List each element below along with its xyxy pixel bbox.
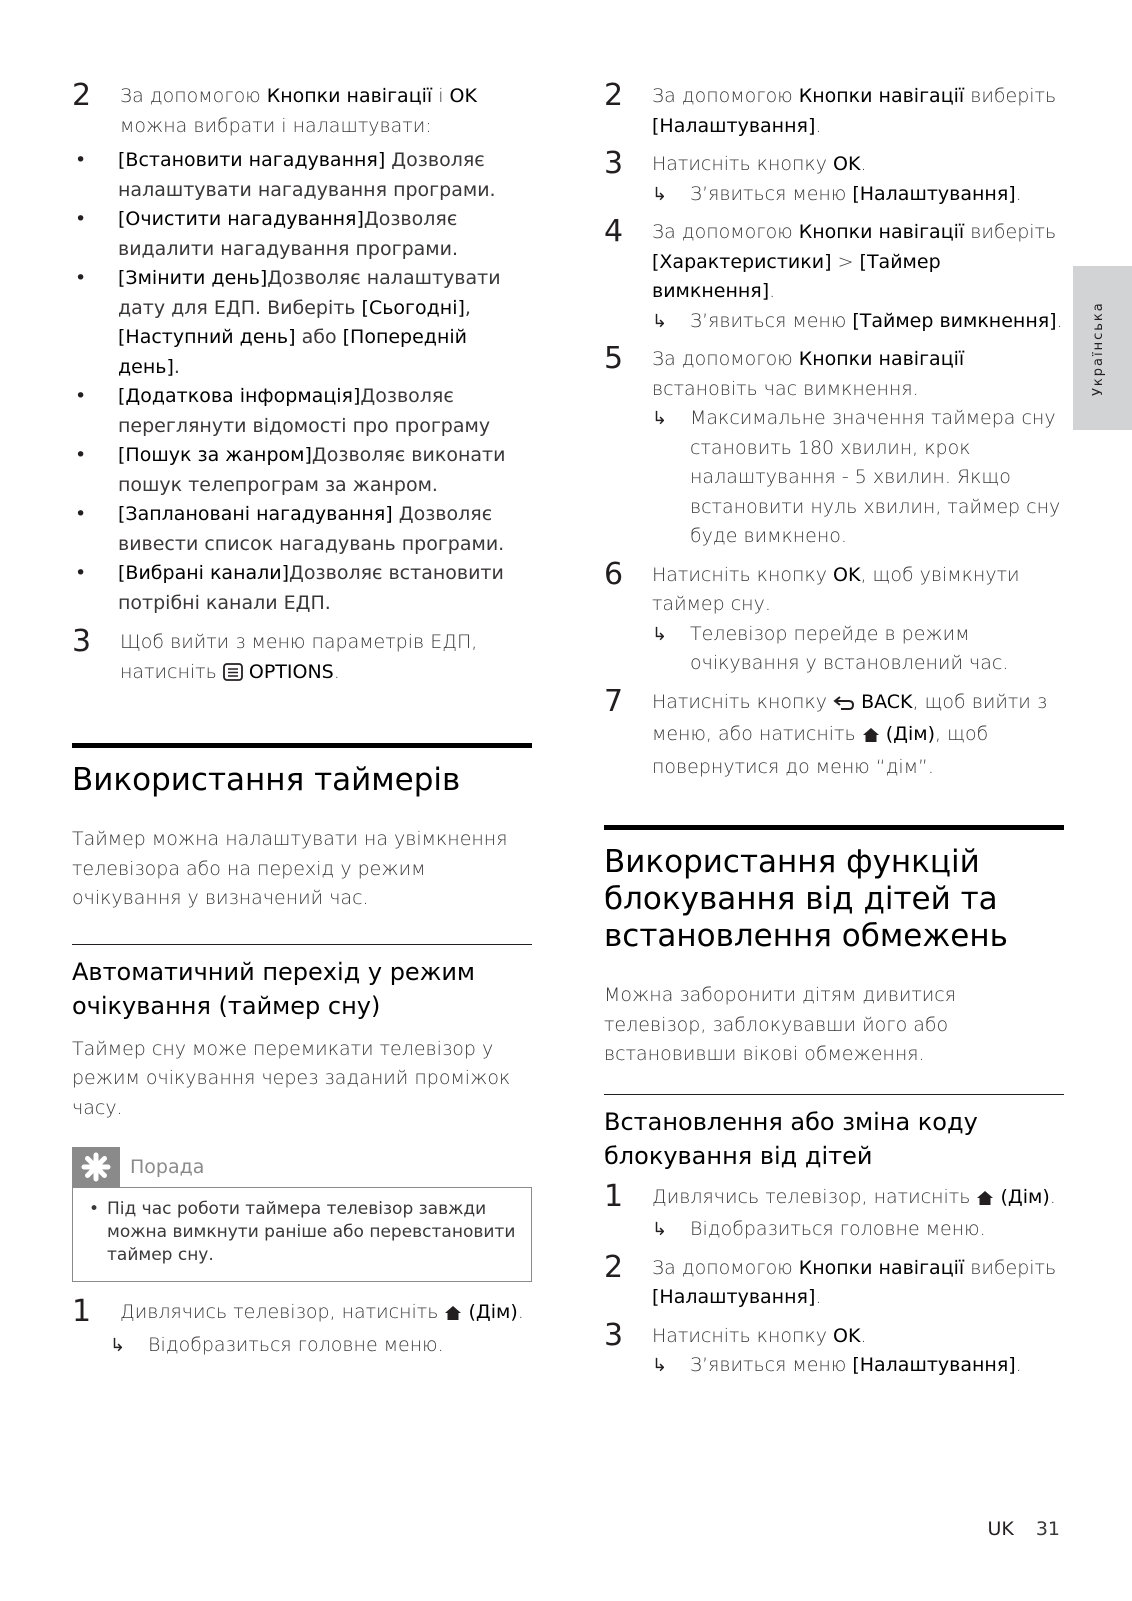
step-1-press-home: 1 Дивлячись телевізор, натисніть (Дім). ↳ Відобразиться головне меню. xyxy=(72,1298,532,1360)
result-line: ↳ Телевізор перейде в режим очікування у встановлений час. xyxy=(652,620,1064,679)
step-2-settings: 2 За допомогою Кнопки навігації виберіть [Налаштування]. xyxy=(604,1249,1057,1308)
options-icon xyxy=(223,661,243,691)
step-5-set-time: 5 За допомогою Кнопки навігації встановіть час вимкнення. ↳ Максимальне значення таймера сну становить 180 хвилин, крок налаштування - 5 хвилин. Якщо встановити нуль хвилин, таймер сну буде вимкнено. xyxy=(604,345,1064,552)
epg-options-list xyxy=(72,146,532,618)
footer-language: UK xyxy=(987,1518,1014,1540)
result-line: ↳ З’явиться меню [Налаштування]. xyxy=(652,1351,1064,1381)
tip-box xyxy=(72,1187,532,1282)
step-number: 7 xyxy=(604,683,624,719)
step-number: 5 xyxy=(604,341,624,376)
tip-title: Порада xyxy=(130,1156,205,1178)
step-2-epg: 2 За допомогою Кнопки навігації і OK можна вибрати і налаштувати: xyxy=(72,78,477,137)
timers-intro: Таймер можна налаштувати на увімкнення телевізора або на перехід у режим очікування у визначений час. xyxy=(72,828,508,909)
tip-text: • Під час роботи таймера телевізор завжди можна вимкнути раніше або перевстановити таймер сну. xyxy=(87,1198,517,1267)
home-icon xyxy=(862,723,880,753)
list-item: • [Пошук за жанром]Дозволяє виконати пошук телепрограм за жанром. xyxy=(72,441,532,500)
result-arrow-icon: ↳ xyxy=(652,408,668,429)
subsection-heading-lock-code: Встановлення або зміна коду блокування від дітей xyxy=(604,1094,1064,1173)
child-lock-intro: Можна заборонити дітям дивитися телевізор, заблокувавши його або встановивши вікові обмеження. xyxy=(604,984,957,1065)
tip-header xyxy=(72,1147,532,1187)
list-item: • [Встановити нагадування] Дозволяє налаштувати нагадування програми. xyxy=(72,146,532,205)
step-2-settings: 2 За допомогою Кнопки навігації виберіть [Налаштування]. xyxy=(604,78,1057,137)
result-arrow-icon: ↳ xyxy=(652,1219,668,1240)
step-number: 3 xyxy=(72,624,92,659)
step-number: 2 xyxy=(72,78,92,113)
step-3-press-ok: 3 Натисніть кнопку OK. ↳ З’явиться меню [Налаштування]. xyxy=(604,150,1064,209)
page-footer xyxy=(987,1518,1060,1540)
tip-star-icon xyxy=(72,1147,120,1187)
list-item: • [Заплановані нагадування] Дозволяє вивести список нагадувань програми. xyxy=(72,500,532,559)
step-3-exit-epg: 3 Щоб вийти з меню параметрів ЕДП, натисніть OPTIONS. xyxy=(72,628,532,690)
step-number: 2 xyxy=(604,1249,624,1285)
result-arrow-icon: ↳ xyxy=(110,1334,126,1356)
left-column xyxy=(72,78,532,1369)
subsection-heading-sleep-timer: Автоматичний перехід у режим очікування (таймер сну) xyxy=(72,944,532,1023)
result-arrow-icon: ↳ xyxy=(652,183,668,205)
list-item: • [Додаткова інформація]Дозволяє переглянути відомості про програму xyxy=(72,382,532,441)
section-heading-timers: Використання таймерів xyxy=(72,743,532,799)
language-tab xyxy=(1073,266,1132,430)
result-arrow-icon: ↳ xyxy=(652,310,668,332)
sleep-timer-intro: Таймер сну може перемикати телевізор у режим очікування через заданий проміжок часу. xyxy=(72,1037,511,1119)
language-tab-label: Українська xyxy=(1091,301,1106,396)
step-number: 1 xyxy=(604,1178,624,1214)
step-3-press-ok: 3 Натисніть кнопку OK. ↳ З’явиться меню [Налаштування]. xyxy=(604,1322,1064,1381)
step-number: 4 xyxy=(604,214,624,249)
step-number: 1 xyxy=(72,1294,92,1329)
home-icon xyxy=(976,1186,994,1216)
result-line: ↳ Максимальне значення таймера сну становить 180 хвилин, крок налаштування - 5 хвилин. Якщо встановити нуль хвилин, таймер сну буде вимкнено. xyxy=(652,404,1064,552)
result-arrow-icon: ↳ xyxy=(652,623,668,645)
result-line: ↳ З’явиться меню [Таймер вимкнення]. xyxy=(652,307,1064,337)
step-6-enable-timer: 6 Натисніть кнопку OK, щоб увімкнути таймер сну. ↳ Телевізор перейде в режим очікування у встановлений час. xyxy=(604,561,1064,679)
result-line: ↳ Відобразиться головне меню. xyxy=(110,1331,532,1361)
step-number: 3 xyxy=(604,1317,624,1353)
home-icon xyxy=(444,1301,462,1331)
back-icon xyxy=(833,691,855,721)
step-number: 3 xyxy=(604,146,624,181)
step-4-sleep-timer-menu: 4 За допомогою Кнопки навігації виберіть [Характеристики] > [Таймер вимкнення]. ↳ З’явиться меню [Таймер вимкнення]. xyxy=(604,218,1064,336)
page-number: 31 xyxy=(1035,1518,1060,1540)
list-item: • [Змінити день]Дозволяє налаштувати дату для ЕДП. Виберіть [Сьогодні], [Наступний день] або [Попередній день]. xyxy=(72,264,532,382)
section-heading-child-lock: Використання функцій блокування від дітей та встановлення обмежень xyxy=(604,825,1064,955)
list-item: • [Очистити нагадування]Дозволяє видалити нагадування програми. xyxy=(72,205,532,264)
step-1-press-home: 1 Дивлячись телевізор, натисніть (Дім). ↳ Відобразиться головне меню. xyxy=(604,1183,1064,1245)
step-number: 2 xyxy=(604,78,624,113)
list-item: • [Вибрані канали]Дозволяє встановити потрібні канали ЕДП. xyxy=(72,559,532,618)
right-column xyxy=(604,78,1064,1390)
result-line: ↳ Відобразиться головне меню. xyxy=(652,1215,1064,1245)
result-line: ↳ З’явиться меню [Налаштування]. xyxy=(652,180,1064,210)
result-arrow-icon: ↳ xyxy=(652,1355,668,1376)
step-7-exit: 7 Натисніть кнопку BACK, щоб вийти з меню, або натисніть (Дім), щоб повернутися до меню “дім”. xyxy=(604,683,1048,778)
step-number: 6 xyxy=(604,556,624,592)
